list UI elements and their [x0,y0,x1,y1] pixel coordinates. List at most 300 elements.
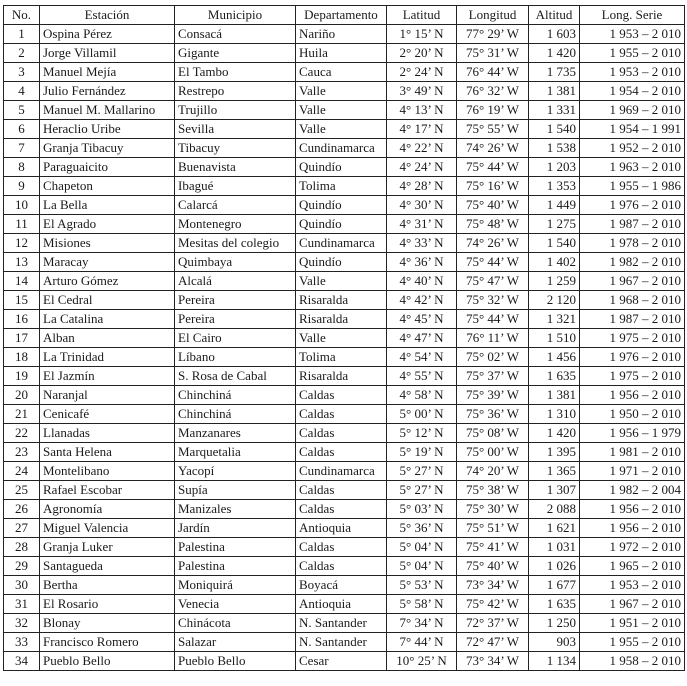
cell-latitud: 4° 17’ N [387,120,457,139]
cell-estacion: Paraguaicito [40,158,175,177]
cell-longitud: 75° 40’ W [457,196,529,215]
cell-estacion: Jorge Villamil [40,44,175,63]
cell-altitud: 903 [529,633,580,652]
cell-no: 34 [4,652,40,671]
cell-long-serie: 1 954 – 1 991 [580,120,685,139]
cell-no: 7 [4,139,40,158]
cell-longitud: 75° 37’ W [457,367,529,386]
cell-departamento: Quindío [296,158,387,177]
cell-longitud: 75° 31’ W [457,44,529,63]
cell-no: 32 [4,614,40,633]
cell-longitud: 77° 29’ W [457,25,529,44]
cell-longitud: 75° 55’ W [457,120,529,139]
cell-departamento: N. Santander [296,614,387,633]
table-row [4,196,685,215]
cell-no: 27 [4,519,40,538]
table-row [4,386,685,405]
cell-departamento: Caldas [296,424,387,443]
cell-longitud: 75° 36’ W [457,405,529,424]
table-row [4,44,685,63]
cell-longitud: 76° 11’ W [457,329,529,348]
cell-no: 28 [4,538,40,557]
table-row [4,101,685,120]
cell-departamento: Caldas [296,538,387,557]
cell-longitud: 72° 37’ W [457,614,529,633]
cell-departamento: Huila [296,44,387,63]
cell-latitud: 4° 40’ N [387,272,457,291]
cell-municipio: Palestina [175,557,296,576]
cell-altitud: 1 381 [529,386,580,405]
cell-latitud: 1° 15’ N [387,25,457,44]
cell-latitud: 4° 30’ N [387,196,457,215]
cell-longitud: 75° 30’ W [457,500,529,519]
cell-altitud: 1 510 [529,329,580,348]
cell-longitud: 74° 20’ W [457,462,529,481]
cell-longitud: 75° 39’ W [457,386,529,405]
cell-latitud: 4° 58’ N [387,386,457,405]
cell-departamento: Antioquia [296,519,387,538]
cell-no: 24 [4,462,40,481]
cell-altitud: 1 540 [529,120,580,139]
cell-departamento: Cesar [296,652,387,671]
cell-departamento: Valle [296,329,387,348]
cell-no: 26 [4,500,40,519]
cell-altitud: 1 603 [529,25,580,44]
cell-estacion: Manuel M. Mallarino [40,101,175,120]
cell-no: 11 [4,215,40,234]
cell-departamento: Risaralda [296,291,387,310]
table-row [4,234,685,253]
cell-latitud: 2° 24’ N [387,63,457,82]
cell-latitud: 4° 45’ N [387,310,457,329]
cell-longitud: 75° 02’ W [457,348,529,367]
cell-municipio: Mesitas del colegio [175,234,296,253]
cell-departamento: N. Santander [296,633,387,652]
cell-estacion: Montelibano [40,462,175,481]
cell-municipio: Restrepo [175,82,296,101]
cell-estacion: Chapeton [40,177,175,196]
cell-estacion: Misiones [40,234,175,253]
cell-longitud: 75° 47’ W [457,272,529,291]
cell-estacion: Granja Luker [40,538,175,557]
cell-latitud: 4° 42’ N [387,291,457,310]
cell-long-serie: 1 955 – 2 010 [580,633,685,652]
cell-latitud: 5° 36’ N [387,519,457,538]
cell-estacion: Blonay [40,614,175,633]
cell-altitud: 1 635 [529,595,580,614]
table-row [4,595,685,614]
table-row [4,82,685,101]
cell-estacion: Naranjal [40,386,175,405]
cell-longitud: 75° 44’ W [457,253,529,272]
cell-no: 20 [4,386,40,405]
cell-municipio: Manizales [175,500,296,519]
cell-no: 30 [4,576,40,595]
cell-longitud: 75° 48’ W [457,215,529,234]
cell-latitud: 5° 27’ N [387,462,457,481]
cell-municipio: El Cairo [175,329,296,348]
cell-departamento: Risaralda [296,310,387,329]
table-row [4,500,685,519]
cell-latitud: 4° 22’ N [387,139,457,158]
cell-latitud: 7° 44’ N [387,633,457,652]
cell-estacion: La Catalina [40,310,175,329]
cell-altitud: 1 420 [529,424,580,443]
cell-no: 33 [4,633,40,652]
cell-latitud: 3° 49’ N [387,82,457,101]
table-row [4,215,685,234]
cell-latitud: 4° 54’ N [387,348,457,367]
cell-latitud: 2° 20’ N [387,44,457,63]
cell-long-serie: 1 982 – 2 004 [580,481,685,500]
cell-latitud: 4° 33’ N [387,234,457,253]
cell-altitud: 1 381 [529,82,580,101]
cell-departamento: Valle [296,272,387,291]
cell-departamento: Caldas [296,500,387,519]
cell-municipio: Salazar [175,633,296,652]
cell-departamento: Boyacá [296,576,387,595]
cell-departamento: Cundinamarca [296,462,387,481]
cell-departamento: Tolima [296,177,387,196]
cell-altitud: 1 395 [529,443,580,462]
cell-longitud: 75° 16’ W [457,177,529,196]
cell-estacion: La Bella [40,196,175,215]
cell-estacion: Alban [40,329,175,348]
cell-long-serie: 1 956 – 2 010 [580,500,685,519]
cell-no: 9 [4,177,40,196]
cell-altitud: 1 621 [529,519,580,538]
cell-municipio: Buenavista [175,158,296,177]
cell-altitud: 1 203 [529,158,580,177]
cell-long-serie: 1 953 – 2 010 [580,576,685,595]
cell-no: 25 [4,481,40,500]
cell-long-serie: 1 975 – 2 010 [580,329,685,348]
cell-estacion: Miguel Valencia [40,519,175,538]
cell-departamento: Valle [296,82,387,101]
cell-no: 13 [4,253,40,272]
cell-long-serie: 1 955 – 1 986 [580,177,685,196]
cell-no: 22 [4,424,40,443]
cell-departamento: Caldas [296,443,387,462]
cell-no: 1 [4,25,40,44]
cell-departamento: Caldas [296,405,387,424]
cell-no: 8 [4,158,40,177]
cell-longitud: 75° 44’ W [457,310,529,329]
cell-latitud: 5° 04’ N [387,538,457,557]
cell-latitud: 5° 58’ N [387,595,457,614]
cell-estacion: El Rosario [40,595,175,614]
cell-latitud: 4° 24’ N [387,158,457,177]
table-row [4,614,685,633]
cell-municipio: Líbano [175,348,296,367]
cell-long-serie: 1 958 – 2 010 [580,652,685,671]
cell-longitud: 72° 47’ W [457,633,529,652]
header-long-serie: Long. Serie [580,6,685,25]
cell-municipio: Calarcá [175,196,296,215]
cell-altitud: 1 321 [529,310,580,329]
cell-altitud: 2 120 [529,291,580,310]
cell-long-serie: 1 956 – 2 010 [580,519,685,538]
cell-long-serie: 1 972 – 2 010 [580,538,685,557]
cell-municipio: Marquetalia [175,443,296,462]
cell-altitud: 1 250 [529,614,580,633]
table-row [4,272,685,291]
cell-altitud: 2 088 [529,500,580,519]
table-row [4,462,685,481]
table-row [4,367,685,386]
cell-estacion: Maracay [40,253,175,272]
cell-municipio: Manzanares [175,424,296,443]
cell-municipio: Sevilla [175,120,296,139]
cell-altitud: 1 635 [529,367,580,386]
cell-long-serie: 1 956 – 1 979 [580,424,685,443]
cell-municipio: Palestina [175,538,296,557]
cell-long-serie: 1 950 – 2 010 [580,405,685,424]
cell-longitud: 73° 34’ W [457,652,529,671]
cell-altitud: 1 134 [529,652,580,671]
cell-no: 18 [4,348,40,367]
cell-long-serie: 1 965 – 2 010 [580,557,685,576]
cell-municipio: Chinácota [175,614,296,633]
table-row [4,557,685,576]
cell-long-serie: 1 969 – 2 010 [580,101,685,120]
cell-no: 12 [4,234,40,253]
cell-departamento: Cauca [296,63,387,82]
cell-long-serie: 1 981 – 2 010 [580,443,685,462]
cell-latitud: 5° 12’ N [387,424,457,443]
cell-longitud: 75° 00’ W [457,443,529,462]
cell-estacion: El Agrado [40,215,175,234]
cell-no: 6 [4,120,40,139]
table-row [4,177,685,196]
cell-estacion: Julio Fernández [40,82,175,101]
cell-no: 21 [4,405,40,424]
cell-estacion: Santagueda [40,557,175,576]
table-row [4,139,685,158]
cell-latitud: 4° 28’ N [387,177,457,196]
cell-departamento: Cundinamarca [296,139,387,158]
cell-long-serie: 1 976 – 2 010 [580,348,685,367]
table-row [4,158,685,177]
cell-long-serie: 1 976 – 2 010 [580,196,685,215]
cell-estacion: Francisco Romero [40,633,175,652]
cell-altitud: 1 031 [529,538,580,557]
cell-departamento: Nariño [296,25,387,44]
cell-departamento: Valle [296,120,387,139]
table-row [4,120,685,139]
cell-longitud: 76° 44’ W [457,63,529,82]
cell-latitud: 4° 31’ N [387,215,457,234]
table-row [4,576,685,595]
header-altitud: Altitud [529,6,580,25]
cell-long-serie: 1 967 – 2 010 [580,595,685,614]
cell-latitud: 4° 13’ N [387,101,457,120]
cell-departamento: Antioquia [296,595,387,614]
table-row [4,291,685,310]
cell-long-serie: 1 982 – 2 010 [580,253,685,272]
table-row [4,424,685,443]
cell-departamento: Quindío [296,196,387,215]
cell-latitud: 5° 00’ N [387,405,457,424]
table-row [4,538,685,557]
cell-longitud: 76° 32’ W [457,82,529,101]
cell-longitud: 75° 51’ W [457,519,529,538]
cell-longitud: 75° 41’ W [457,538,529,557]
cell-municipio: Pereira [175,291,296,310]
cell-municipio: Moniquirá [175,576,296,595]
header-longitud: Longitud [457,6,529,25]
cell-estacion: Cenicafé [40,405,175,424]
cell-altitud: 1 307 [529,481,580,500]
cell-altitud: 1 420 [529,44,580,63]
cell-latitud: 5° 04’ N [387,557,457,576]
cell-municipio: Alcalá [175,272,296,291]
cell-altitud: 1 365 [529,462,580,481]
cell-long-serie: 1 975 – 2 010 [580,367,685,386]
cell-altitud: 1 353 [529,177,580,196]
cell-long-serie: 1 971 – 2 010 [580,462,685,481]
table-row [4,633,685,652]
cell-latitud: 5° 53’ N [387,576,457,595]
cell-estacion: Santa Helena [40,443,175,462]
cell-longitud: 75° 32’ W [457,291,529,310]
table-row [4,348,685,367]
cell-long-serie: 1 956 – 2 010 [580,386,685,405]
table-row [4,652,685,671]
cell-no: 19 [4,367,40,386]
cell-no: 3 [4,63,40,82]
cell-municipio: Pereira [175,310,296,329]
cell-departamento: Risaralda [296,367,387,386]
cell-long-serie: 1 987 – 2 010 [580,215,685,234]
cell-estacion: Ospina Pérez [40,25,175,44]
cell-municipio: Tibacuy [175,139,296,158]
cell-long-serie: 1 953 – 2 010 [580,25,685,44]
cell-latitud: 4° 36’ N [387,253,457,272]
cell-long-serie: 1 967 – 2 010 [580,272,685,291]
cell-municipio: Venecia [175,595,296,614]
cell-long-serie: 1 951 – 2 010 [580,614,685,633]
table-row [4,310,685,329]
cell-departamento: Tolima [296,348,387,367]
cell-no: 16 [4,310,40,329]
cell-no: 10 [4,196,40,215]
cell-no: 2 [4,44,40,63]
table-row [4,519,685,538]
cell-municipio: Jardín [175,519,296,538]
cell-municipio: Chinchiná [175,386,296,405]
cell-long-serie: 1 978 – 2 010 [580,234,685,253]
cell-long-serie: 1 963 – 2 010 [580,158,685,177]
cell-estacion: Agronomía [40,500,175,519]
cell-no: 23 [4,443,40,462]
cell-altitud: 1 259 [529,272,580,291]
cell-latitud: 5° 19’ N [387,443,457,462]
cell-estacion: El Cedral [40,291,175,310]
cell-latitud: 7° 34’ N [387,614,457,633]
cell-estacion: Bertha [40,576,175,595]
cell-departamento: Caldas [296,557,387,576]
cell-municipio: Yacopí [175,462,296,481]
table-row [4,405,685,424]
header-estacion: Estación [40,6,175,25]
cell-departamento: Caldas [296,386,387,405]
cell-latitud: 5° 27’ N [387,481,457,500]
cell-longitud: 75° 42’ W [457,595,529,614]
table-row [4,25,685,44]
cell-estacion: La Trinidad [40,348,175,367]
cell-estacion: Heraclio Uribe [40,120,175,139]
table-row [4,253,685,272]
cell-estacion: El Jazmín [40,367,175,386]
header-row [4,6,685,25]
cell-altitud: 1 538 [529,139,580,158]
cell-no: 31 [4,595,40,614]
header-latitud: Latitud [387,6,457,25]
cell-altitud: 1 275 [529,215,580,234]
table-row [4,481,685,500]
table-row [4,443,685,462]
cell-municipio: Gigante [175,44,296,63]
cell-municipio: Consacá [175,25,296,44]
table-row [4,329,685,348]
cell-municipio: El Tambo [175,63,296,82]
cell-long-serie: 1 953 – 2 010 [580,63,685,82]
cell-municipio: Trujillo [175,101,296,120]
cell-latitud: 10° 25’ N [387,652,457,671]
cell-estacion: Granja Tibacuy [40,139,175,158]
cell-departamento: Cundinamarca [296,234,387,253]
cell-estacion: Pueblo Bello [40,652,175,671]
cell-municipio: Montenegro [175,215,296,234]
cell-altitud: 1 540 [529,234,580,253]
cell-municipio: Supía [175,481,296,500]
cell-estacion: Rafael Escobar [40,481,175,500]
cell-municipio: Ibagué [175,177,296,196]
header-no: No. [4,6,40,25]
cell-altitud: 1 402 [529,253,580,272]
cell-estacion: Manuel Mejía [40,63,175,82]
cell-altitud: 1 449 [529,196,580,215]
cell-longitud: 76° 19’ W [457,101,529,120]
cell-long-serie: 1 952 – 2 010 [580,139,685,158]
cell-departamento: Caldas [296,481,387,500]
cell-longitud: 75° 44’ W [457,158,529,177]
table-row [4,63,685,82]
cell-no: 17 [4,329,40,348]
cell-longitud: 75° 38’ W [457,481,529,500]
cell-no: 14 [4,272,40,291]
cell-altitud: 1 310 [529,405,580,424]
cell-municipio: S. Rosa de Cabal [175,367,296,386]
cell-municipio: Pueblo Bello [175,652,296,671]
cell-altitud: 1 456 [529,348,580,367]
header-municipio: Municipio [175,6,296,25]
table-header [4,6,685,25]
cell-long-serie: 1 955 – 2 010 [580,44,685,63]
table-body [4,25,685,671]
cell-longitud: 73° 34’ W [457,576,529,595]
cell-latitud: 4° 55’ N [387,367,457,386]
cell-latitud: 4° 47’ N [387,329,457,348]
cell-municipio: Chinchiná [175,405,296,424]
cell-estacion: Arturo Gómez [40,272,175,291]
cell-no: 15 [4,291,40,310]
cell-altitud: 1 026 [529,557,580,576]
cell-estacion: Llanadas [40,424,175,443]
cell-longitud: 74° 26’ W [457,234,529,253]
cell-longitud: 75° 40’ W [457,557,529,576]
